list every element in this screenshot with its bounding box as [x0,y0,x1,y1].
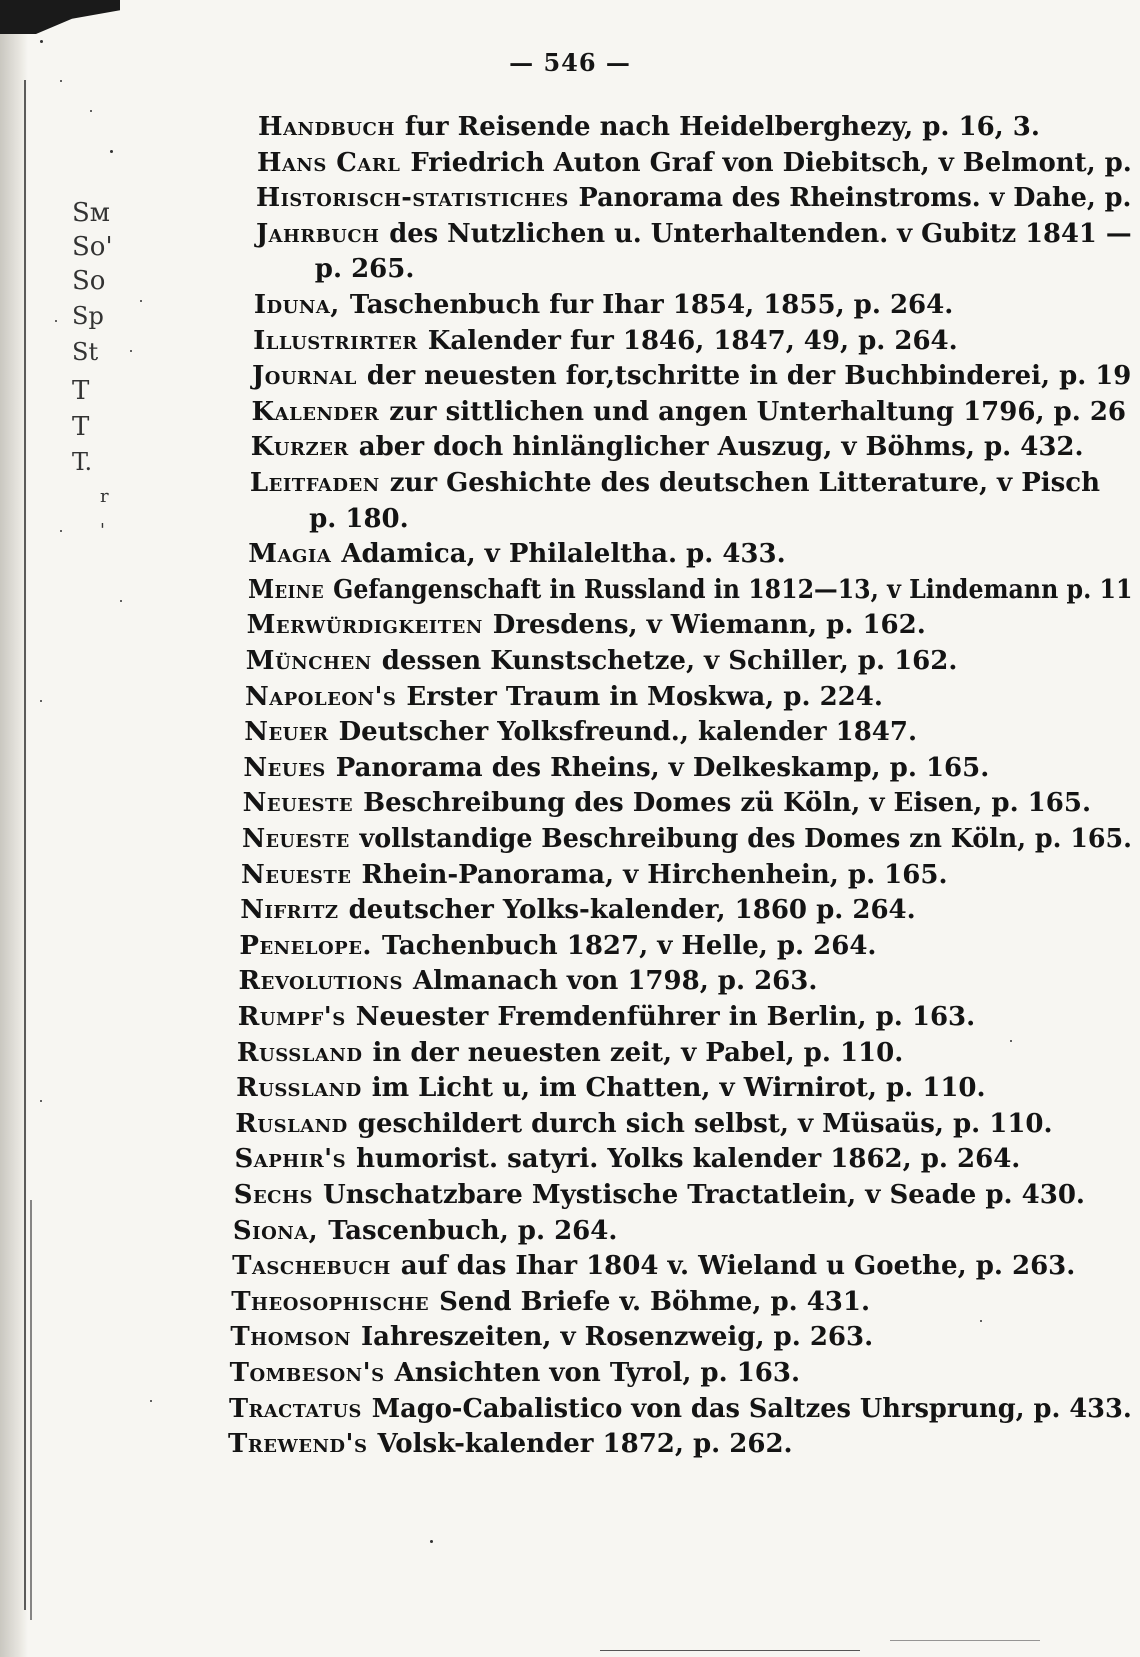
margin-fragment: So' [72,232,113,262]
entry-headword: Kurzer [250,432,349,463]
index-entry [258,112,1040,142]
entry-text: Ansichten von Tyrol, p. 163. [394,1358,801,1388]
entry-text: Beschreibung des Domes zü Köln, v Eisen, p. 165. [363,788,1091,819]
entry-text: auf das Ihar 1804 v. Wieland u Goethe, p. 263. [400,1251,1076,1282]
entry-text: Erster Traum in Moskwa, p. 224. [406,681,883,712]
entry-text: Tascenbuch, p. 264. [328,1215,618,1246]
index-entry [245,682,883,712]
margin-fragment: So [72,266,106,296]
scan-speckle [120,600,122,602]
entry-headword: Russland [236,1037,363,1068]
margin-fragment: Sм [72,198,111,228]
entry-text: des Nutzlichen u. Unterhaltenden. v Gubitz 1841 — [388,218,1132,249]
scan-speckle [430,1540,433,1543]
page-number: — 546 — [509,48,631,77]
scan-speckle [140,300,142,302]
entry-text: zur sittlichen und angen Unterhaltung 1796, p. 26 [389,396,1127,427]
margin-fragment: ' [100,520,105,541]
index-entry [241,860,948,890]
entry-text: Tachenbuch 1827, v Helle, p. 264. [381,930,877,961]
scan-speckle [130,350,132,352]
entry-headword: Illustrirter [253,325,418,356]
index-entry [230,1322,873,1352]
bottom-edge-line-2 [890,1640,1040,1641]
margin-fragment: T [72,376,90,406]
entry-headword: Penelope. [239,930,372,961]
scan-speckle [150,1400,152,1402]
entry-headword: Leitfaden [249,468,380,498]
entry-text: Unschatzbare Mystische Tractatlein, v Seade p. 430. [323,1180,1085,1210]
margin-fragment: T [72,412,90,442]
entry-headword: Iduna, [253,290,340,320]
scan-speckle [980,1320,982,1322]
entry-text: aber doch hinlänglicher Auszug, v Böhms, p. 432. [358,432,1084,463]
entry-headword: Neues [243,752,326,783]
index-entry [315,254,415,284]
entry-headword: Revolutions [238,966,403,997]
entry-headword: Rusland [235,1108,348,1139]
index-entry [240,895,916,925]
index-entry [228,1429,793,1459]
entry-headword: Theosophische [231,1286,430,1317]
entry-text: deutscher Yolks-kalender, 1860 p. 264. [348,895,916,926]
entry-text: humorist. satyri. Yolks kalender 1862, p. 264. [356,1144,1021,1175]
entry-headword: Rumpf's [237,1002,346,1032]
entry-headword: Kalender [251,396,380,427]
index-entry [237,1038,903,1068]
scan-speckle [90,110,92,112]
entry-text: Deutscher Yolksfreund., kalender 1847. [338,717,918,748]
index-entry [243,753,989,783]
entry-headword: Hans Carl [257,147,401,178]
index-entry [252,361,1131,391]
entry-headword: Historisch-statistiches [256,183,570,214]
index-entry [230,1358,800,1388]
index-entry [252,397,1127,427]
entry-text: der neuesten for,tschritte in der Buchbinderei, p. 19 [367,361,1132,392]
entry-text: Dresdens, v Wiemann, p. 162. [492,610,926,641]
index-entry [244,717,917,747]
entry-headword: Thomson [230,1322,351,1353]
entry-headword: Saphir's [234,1144,347,1175]
entry-text: Rhein-Panorama, v Hirchenhein, p. 165. [361,859,948,890]
index-entry [243,788,1091,818]
entry-text: Neuester Fremdenführer in Berlin, p. 163. [355,1002,976,1032]
index-entry [232,1251,1075,1281]
bottom-edge-line [600,1650,860,1651]
entry-text: Panorama des Rheins, v Delkeskamp, p. 165. [335,752,990,783]
index-entry [239,966,818,996]
index-entry [250,468,1100,498]
scan-speckle [55,320,57,322]
entry-headword: Russland [236,1073,362,1104]
entry-headword: Neueste [241,824,350,854]
index-entry [248,575,1132,605]
entry-text: vollstandige Beschreibung des Domes zn Köln, p. 165. [359,824,1132,854]
index-entry [242,824,1132,854]
entry-headword: Napoleon's [245,681,397,712]
scan-speckle [40,700,42,702]
index-entry [235,1109,1052,1139]
entry-text: Mago-Cabalistico von das Saltzes Uhrsprung, p. 433. [371,1393,1132,1424]
index-entry [254,290,953,320]
index-entry [251,432,1084,462]
index-entry [233,1216,618,1246]
entry-text: im Licht u, im Chatten, v Wirnirot, p. 110. [371,1073,986,1104]
scan-speckle [1010,1040,1012,1042]
index-entry [253,326,958,356]
index-entry [235,1144,1021,1174]
entry-text: geschildert durch sich selbst, v Müsaüs, p. 110. [357,1108,1053,1139]
entry-headword: Tractatus [228,1393,362,1424]
margin-fragment: r [100,486,109,507]
entry-headword: Siona, [232,1215,319,1246]
entry-headword: Handbuch [258,112,395,142]
entry-headword: Meine [247,574,324,605]
entry-headword: Nifritz [240,895,339,926]
entry-headword: Neueste [242,788,354,819]
scan-speckle [110,150,113,153]
entry-text: p. 265. [314,254,415,285]
index-entry [239,931,876,961]
margin-fragment: T. [72,448,93,476]
entry-text: in der neuesten zeit, v Pabel, p. 110. [372,1037,904,1068]
entry-text: Adamica, v Philaleltha. p. 433. [341,539,786,570]
entry-text: Taschenbuch fur Ihar 1854, 1855, p. 264. [349,290,954,320]
entry-text: Gefangenschaft in Russland in 1812—13, v Lindemann p. 11 [332,574,1132,605]
entry-headword: Journal [252,361,358,392]
index-entry [231,1287,870,1317]
entry-text: fur Reisende nach Heidelberghezy, p. 16, 3. [404,112,1040,142]
entry-headword: Taschebuch [232,1251,391,1282]
entry-headword: Trewend's [228,1429,368,1460]
index-entry [309,504,409,534]
entry-headword: Neueste [241,859,352,890]
index-entry [236,1073,985,1103]
entry-text: Iahreszeiten, v Rosenzweig, p. 263. [360,1322,874,1353]
index-entry [247,610,926,640]
scan-speckle [60,530,62,532]
margin-fragment: St [72,338,99,366]
scan-speckle [60,80,62,82]
margin-fragment: Sp [72,302,104,330]
index-entry [234,1180,1085,1210]
entry-text: Volsk-kalender 1872, p. 262. [377,1429,793,1460]
entry-headword: München [245,646,372,676]
entry-headword: Jahrbuch [255,218,379,249]
entry-headword: Neuer [244,717,329,748]
index-entry [256,219,1132,249]
entry-text: Almanach von 1798, p. 263. [412,966,818,997]
entry-text: Panorama des Rheinstroms. v Dahe, p. [578,183,1132,214]
index-entry [238,1002,975,1032]
index-entry [248,539,785,569]
entry-headword: Tombeson's [229,1358,385,1388]
entry-text: p. 180. [309,503,409,534]
index-entry [229,1394,1132,1424]
index-entry [257,148,1132,178]
entry-text: Kalender fur 1846, 1847, 49, p. 264. [427,325,958,356]
entry-headword: Merwürdigkeiten [246,610,483,641]
scan-speckle [40,1100,42,1102]
entry-text: Send Briefe v. Böhme, p. 431. [439,1286,871,1317]
index-entry [246,646,958,676]
entry-text: Friedrich Auton Graf von Diebitsch, v Belmont, p. [410,147,1132,178]
entry-headword: Sechs [233,1180,314,1210]
index-entry [256,183,1131,213]
entry-text: zur Geshichte des deutschen Litterature, v Pisch [389,468,1101,498]
entry-text: dessen Kunstschetze, v Schiller, p. 162. [381,646,958,676]
entry-headword: Magia [248,539,332,570]
scan-speckle [40,40,43,43]
